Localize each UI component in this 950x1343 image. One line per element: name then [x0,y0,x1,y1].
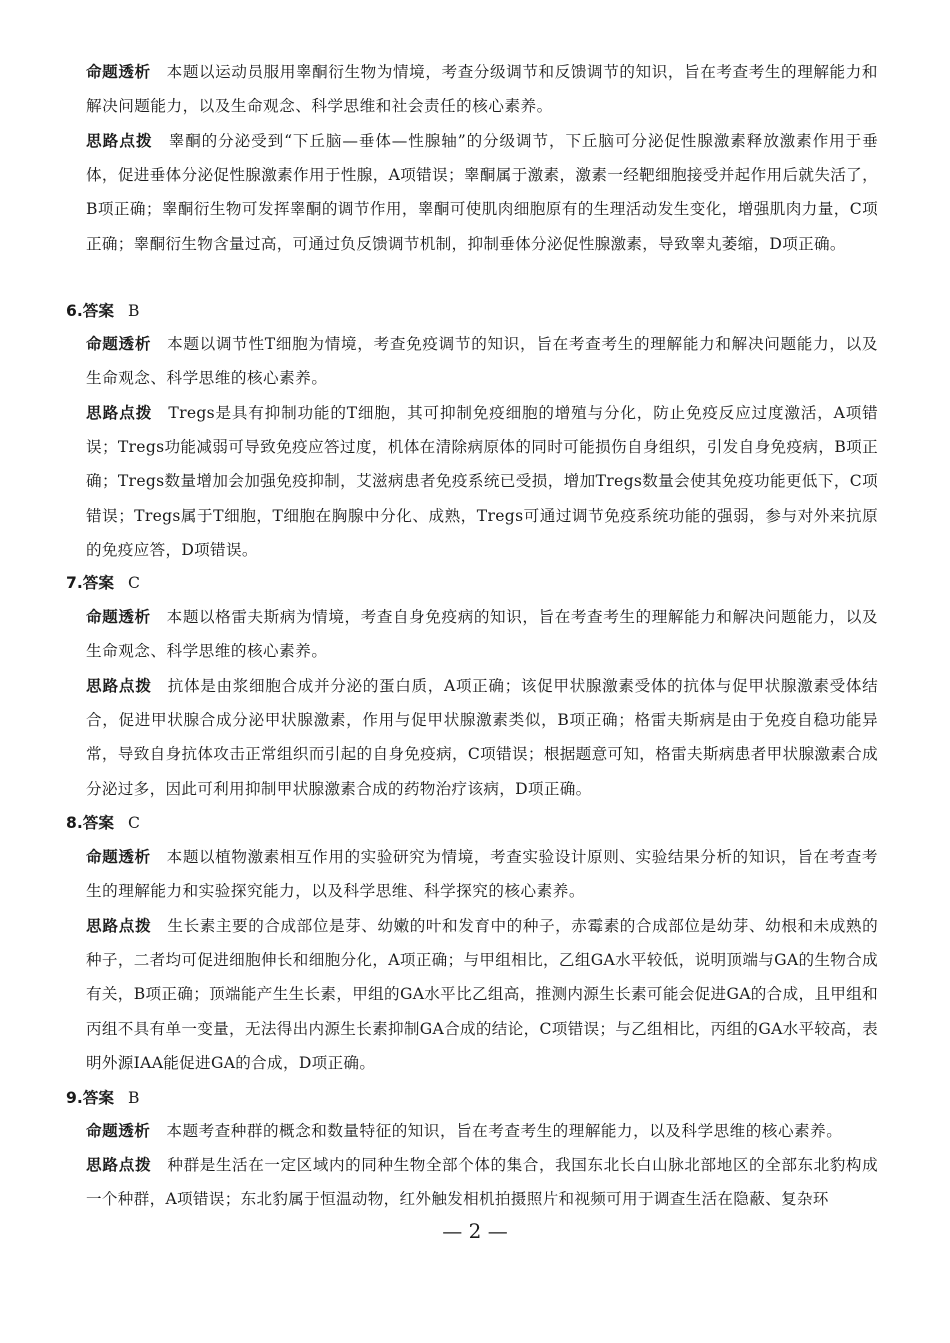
explanation-text: 生长素主要的合成部位是芽、幼嫩的叶和发育中的种子，赤霉素的合成部位是幼芽、幼根和未成熟的种子，二者均可促进细胞伸长和细胞分化，A项正确；与甲组相比，乙组GA水平较低，说明顶端与GA的生物合成有关，B项正确；顶端能产生生长素，甲组的GA水平比乙组高，推测内源生长素可能会促进GA的合成，且甲组和丙组不具有单一变量，无法得出内源生长素抑制GA合成的结论，C项错误；与乙组相比，丙组的GA水平较高，表明外源IAA能促进GA的合成，D项正确。 [86,917,878,1072]
explanation-text: 种群是生活在一定区域内的同种生物全部个体的集合，我国东北长白山脉北部地区的全部东北豹构成一个种群，A项错误；东北豹属于恒温动物，红外触发相机拍摄照片和视频可用于调查生活在隐蔽、复杂环 [86,1156,878,1209]
explanation-block [86,909,878,1080]
explanation-label: 思路点拨 [86,132,153,150]
answer-line-6 [66,294,466,328]
explanation-label: 思路点拨 [86,404,153,422]
explanation-text: Tregs是具有抑制功能的T细胞，其可抑制免疫细胞的增殖与分化，防止免疫反应过度激活，A项错误；Tregs功能减弱可导致免疫应答过度，机体在清除病原体的同时可能损伤自身组织，引发自身免疫病，B项正确；Tregs数量增加会加强免疫抑制，艾滋病患者免疫系统已受损，增加Tregs数量会使其免疫功能更低下，C项错误；Tregs属于T细胞，T细胞在胸腺中分化、成熟，Tregs可通过调节免疫系统功能的强弱，参与对外来抗原的免疫应答，D项错误。 [86,404,878,559]
answer-value: B [127,1089,140,1107]
page-number: — 2 — [442,1219,508,1243]
answer-label: 答案 [82,814,114,832]
question-number: 6. [66,302,83,320]
commentary-block [86,600,878,668]
answer-line-8 [66,806,466,840]
explanation-label: 思路点拨 [86,677,152,695]
answer-value: C [127,574,140,592]
commentary-text: 本题考查种群的概念和数量特征的知识，旨在考查考生的理解能力，以及科学思维的核心素养。 [166,1122,843,1140]
explanation-block [86,669,878,806]
explanation-block [86,396,878,567]
explanation-block [86,1148,878,1216]
commentary-text: 本题以植物激素相互作用的实验研究为情境，考查实验设计原则、实验结果分析的知识，旨在考查考生的理解能力和实验探究能力，以及科学思维、科学探究的核心素养。 [86,848,878,901]
answer-value: C [127,814,140,832]
commentary-label: 命题透析 [86,848,151,866]
explanation-text: 抗体是由浆细胞合成并分泌的蛋白质，A项正确；该促甲状腺激素受体的抗体与促甲状腺激素受体结合，促进甲状腺合成分泌甲状腺激素，作用与促甲状腺激素类似，B项正确；格雷夫斯病是由于免疫自稳功能异常，导致自身抗体攻击正常组织而引起的自身免疫病，C项错误；根据题意可知，格雷夫斯病患者甲状腺激素合成分泌过多，因此可利用抑制甲状腺激素合成的药物治疗该病，D项正确。 [86,677,878,798]
answer-label: 答案 [82,1089,114,1107]
commentary-text: 本题以调节性T细胞为情境，考查免疫调节的知识，旨在考查考生的理解能力和解决问题能力，以及生命观念、科学思维的核心素养。 [86,335,878,388]
commentary-block [86,55,878,123]
commentary-text: 本题以运动员服用睾酮衍生物为情境，考查分级调节和反馈调节的知识，旨在考查考生的理解能力和解决问题能力，以及生命观念、科学思维和社会责任的核心素养。 [86,63,878,116]
answer-label: 答案 [82,302,114,320]
commentary-label: 命题透析 [86,63,151,81]
answer-line-9 [66,1081,466,1115]
answer-line-7 [66,566,466,600]
commentary-label: 命题透析 [86,608,151,626]
explanation-text: 睾酮的分泌受到“下丘脑—垂体—性腺轴”的分级调节，下丘脑可分泌促性腺激素释放激素作用于垂体，促进垂体分泌促性腺激素作用于性腺，A项错误；睾酮属于激素，激素一经靶细胞接受并起作用后就失活了，B项正确；睾酮衍生物可发挥睾酮的调节作用，睾酮可使肌肉细胞原有的生理活动发生变化，增强肌肉力量，C项正确；睾酮衍生物含量过高，可通过负反馈调节机制，抑制垂体分泌促性腺激素，导致睾丸萎缩，D项正确。 [86,132,878,253]
commentary-block [86,327,878,395]
question-number: 8. [66,814,83,832]
question-number: 7. [66,574,83,592]
answer-label: 答案 [82,574,114,592]
commentary-label: 命题透析 [86,1122,151,1140]
commentary-label: 命题透析 [86,335,152,353]
commentary-text: 本题以格雷夫斯病为情境，考查自身免疫病的知识，旨在考查考生的理解能力和解决问题能力，以及生命观念、科学思维的核心素养。 [86,608,878,661]
commentary-block [86,1114,878,1148]
explanation-label: 思路点拨 [86,1156,152,1174]
commentary-block [86,840,878,908]
answer-value: B [127,302,140,320]
question-number: 9. [66,1089,83,1107]
explanation-label: 思路点拨 [86,917,152,935]
explanation-block [86,124,878,261]
